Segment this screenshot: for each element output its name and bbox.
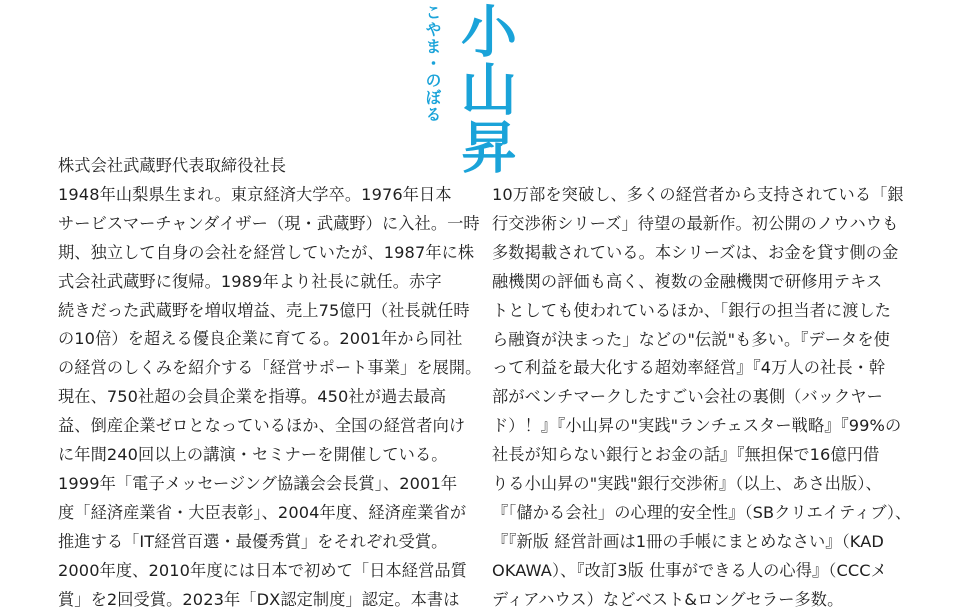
author-name-kana: こやま・のぼる: [423, 4, 442, 123]
bio-line: 行交渉術シリーズ」待望の最新作。初公開のノウハウも: [492, 213, 899, 233]
bio-line: 続きだった武蔵野を増収増益、売上75億円（社長就任時: [58, 300, 470, 320]
bio-line: 10万部を突破し、多くの経営者から支持されている「銀: [492, 185, 904, 204]
bio-line: 『「儲かる会社」の心理的安全性』（SBクリエイティブ）、: [492, 502, 912, 522]
author-title: 株式会社武蔵野代表取締役社長: [58, 156, 287, 175]
bio-line: ド）！』『小山昇の"実践"ランチェスター戦略』『99%の: [492, 416, 902, 436]
bio-line: 1948年山梨県生まれ。東京経済大学卒。1976年日本: [58, 184, 452, 204]
bio-line: 現在、750社超の会員企業を指導。450社が過去最高: [58, 387, 447, 407]
bio-line: 部がベンチマークしたすごい会社の裏側（バックヤー: [492, 387, 883, 407]
bio-line: OKAWA）、『改訂3版 仕事ができる人の心得』（CCCメ: [492, 560, 887, 580]
bio-line: 融機関の評価も高く、複数の金融機関で研修用テキス: [492, 271, 883, 291]
bio-line: サービスマーチャンダイザー（現・武蔵野）に入社。一時: [58, 213, 480, 233]
bio-line: 推進する「IT経営百選・最優秀賞」をそれぞれ受賞。: [58, 531, 448, 551]
bio-line: 期、独立して自身の会社を経営していたが、1987年に株: [58, 242, 475, 262]
bio-line: ディアハウス）などベスト&ロングセラー多数。: [492, 589, 844, 609]
bio-line: の10倍）を超える優良企業に育てる。2001年から同社: [58, 329, 463, 349]
bio-line: の経営のしくみを紹介する「経営サポート事業」を展開。: [58, 358, 482, 378]
bio-line: 益、倒産企業ゼロとなっているほか、全国の経営者向け: [58, 416, 466, 436]
bio-line: 多数掲載されている。本シリーズは、お金を貸す側の金: [492, 242, 899, 262]
bio-line: 社長が知らない銀行とお金の話』『無担保で16億円借: [492, 445, 880, 465]
bio-line: りる小山昇の"実践"銀行交渉術』（以上、あさ出版）、: [492, 474, 882, 494]
bio-column-right: [492, 181, 922, 615]
bio-line: 1999年「電子メッセージング協議会会長賞」、2001年: [58, 473, 458, 493]
bio-line: 度「経済産業省・大臣表彰」、2004年度、経済産業省が: [58, 502, 467, 522]
bio-line: 2000年度、2010年度には日本で初めて「日本経営品質: [58, 560, 467, 580]
author-name: 小山昇: [452, 2, 517, 176]
bio-line: 賞」を2回受賞。2023年「DX認定制度」認定。本書は: [58, 589, 460, 609]
bio-line: 式会社武蔵野に復帰。1989年より社長に就任。赤字: [58, 271, 442, 291]
bio-line: 『『新版 経営計画は1冊の手帳にまとめなさい』（KAD: [492, 531, 884, 551]
bio-line: に年間240回以上の講演・セミナーを開催している。: [58, 445, 448, 465]
bio-line: トとしても使われているほか、「銀行の担当者に渡した: [492, 300, 892, 320]
bio-line: ら融資が決まった」などの"伝説"も多い。『データを使: [492, 329, 890, 349]
bio-column-left: [58, 152, 482, 615]
bio-line: って利益を最大化する超効率経営』『4万人の社長・幹: [492, 358, 886, 378]
